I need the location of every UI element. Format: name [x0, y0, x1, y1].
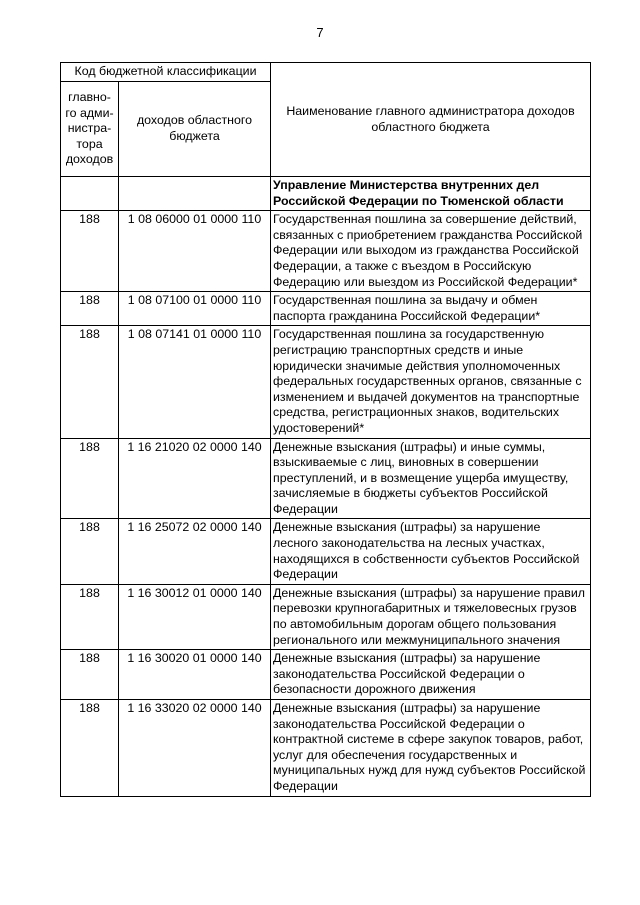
- table-row: [61, 326, 591, 438]
- section-title: Управление Министерства внутренних дел Российской Федерации по Тюменской области: [271, 177, 591, 211]
- income-name-cell: Денежные взыскания (штрафы) за нарушение правил перевозки крупногабаритных и тяжеловесных грузов по автомобильным дорогам общего пользования регионального или межмуниципального значения: [271, 584, 591, 649]
- income-name-cell: Денежные взыскания (штрафы) за нарушение лесного законодательства на лесных участках, находящихся в собственности субъектов Российской Федерации: [271, 519, 591, 584]
- table-row: [61, 650, 591, 700]
- section-admin-cell: [61, 177, 119, 211]
- admin-code-cell: 188: [61, 438, 119, 519]
- income-name-cell: Государственная пошлина за выдачу и обмен паспорта гражданина Российской Федерации*: [271, 292, 591, 326]
- admin-code-cell: 188: [61, 519, 119, 584]
- header-administrator-name: Наименование главного администратора доходов областного бюджета: [271, 63, 591, 177]
- income-code-cell: 1 16 33020 02 0000 140: [119, 700, 271, 797]
- header-budget-code-group: Код бюджетной классификации: [61, 63, 271, 82]
- header-regional-income: доходов областного бюджета: [119, 82, 271, 177]
- income-name-cell: Денежные взыскания (штрафы) за нарушение законодательства Российской Федерации о безопасности дорожного движения: [271, 650, 591, 700]
- income-name-cell: Государственная пошлина за совершение действий, связанных с приобретением гражданства Российской Федерации или выходом из гражданства Российской Федерации, а также с въездом в Российскую Федерацию или выездом из Российской Федерации*: [271, 211, 591, 292]
- admin-code-cell: 188: [61, 584, 119, 649]
- income-name-cell: Денежные взыскания (штрафы) за нарушение законодательства Российской Федерации о контрактной системе в сфере закупок товаров, работ, услуг для обеспечения государственных и муниципальных нужд для нужд субъектов Российской Федерации: [271, 700, 591, 797]
- table-row: [61, 519, 591, 584]
- income-code-cell: 1 08 07141 01 0000 110: [119, 326, 271, 438]
- income-name-cell: Государственная пошлина за государственную регистрацию транспортных средств и иные юридически значимые действия уполномоченных федеральных государственных органов, связанные с изменением и выдачей документов на транспортные средства, регистрационных знаков, водительских удостоверений*: [271, 326, 591, 438]
- income-code-cell: 1 16 30012 01 0000 140: [119, 584, 271, 649]
- page-number: 7: [316, 25, 324, 40]
- income-code-cell: 1 16 25072 02 0000 140: [119, 519, 271, 584]
- section-row: [61, 177, 591, 211]
- table-row: [61, 211, 591, 292]
- table-row: [61, 700, 591, 797]
- section-code-cell: [119, 177, 271, 211]
- admin-code-cell: 188: [61, 292, 119, 326]
- income-code-cell: 1 16 30020 01 0000 140: [119, 650, 271, 700]
- table-row: [61, 292, 591, 326]
- header-main-administrator: главно-го адми-нистра-тора доходов: [61, 82, 119, 177]
- income-code-cell: 1 16 21020 02 0000 140: [119, 438, 271, 519]
- budget-classification-table: [60, 62, 591, 797]
- income-code-cell: 1 08 07100 01 0000 110: [119, 292, 271, 326]
- table-row: [61, 584, 591, 649]
- admin-code-cell: 188: [61, 326, 119, 438]
- admin-code-cell: 188: [61, 211, 119, 292]
- income-code-cell: 1 08 06000 01 0000 110: [119, 211, 271, 292]
- header-row-top: [61, 63, 591, 82]
- table-row: [61, 438, 591, 519]
- admin-code-cell: 188: [61, 700, 119, 797]
- income-name-cell: Денежные взыскания (штрафы) и иные суммы, взыскиваемые с лиц, виновных в совершении преступлений, и в возмещение ущерба имуществу, зачисляемые в бюджеты субъектов Российской Федерации: [271, 438, 591, 519]
- admin-code-cell: 188: [61, 650, 119, 700]
